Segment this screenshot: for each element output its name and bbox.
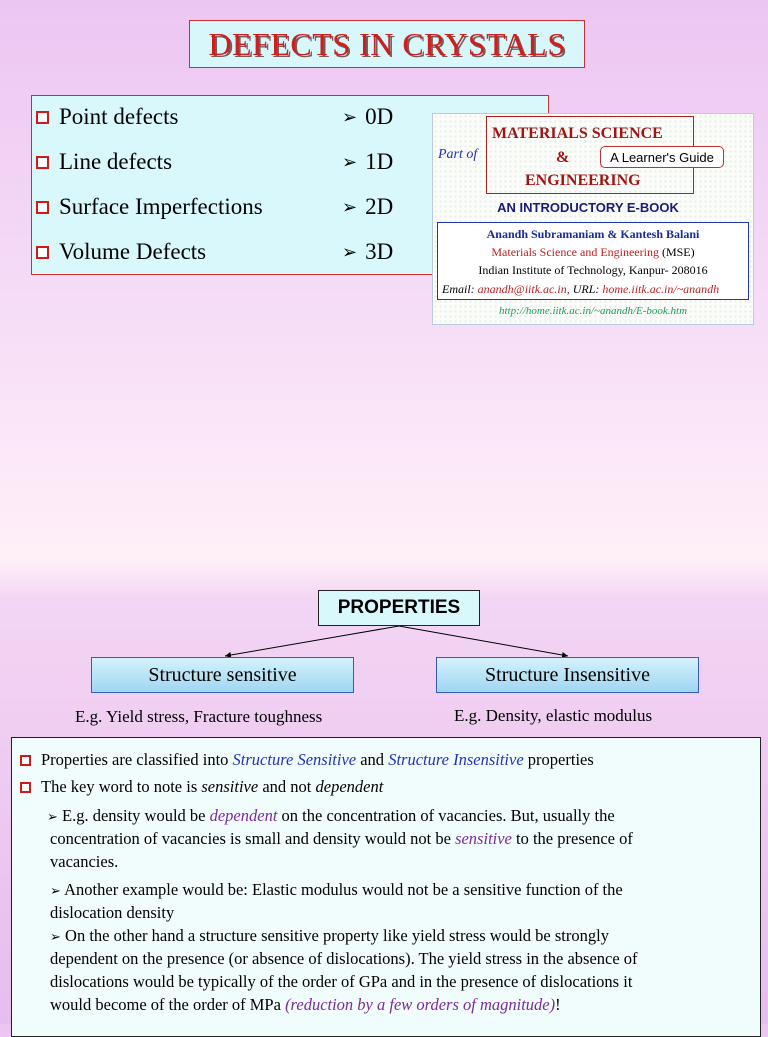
insensitive-example: E.g. Density, elastic modulus [454, 706, 653, 725]
ebook-institute: Indian Institute of Technology, Kanpur- 208016 [478, 263, 708, 277]
text-run: would become of the order of MPa [50, 995, 286, 1014]
arrow-right-icon: ➢ [342, 106, 358, 128]
text-run: sensitive [455, 829, 512, 848]
ebook-subtitle: AN INTRODUCTORY E-BOOK [497, 200, 679, 215]
subpoint-density [47, 804, 615, 829]
text-run: Structure Sensitive [232, 750, 357, 769]
bullet-keyword [20, 775, 383, 798]
ebook-title-line3: ENGINEERING [525, 172, 641, 189]
text-run: ! [555, 995, 561, 1014]
arrow-right-icon: ➢ [47, 810, 58, 825]
arrow-right-icon: ➢ [50, 884, 61, 899]
checkbox-bullet-icon [20, 755, 31, 766]
connector-right [399, 626, 568, 656]
department-abbr: (MSE) [661, 245, 695, 259]
text-run: sensitive [201, 777, 259, 796]
subpoint-elastic [50, 878, 623, 903]
defect-label: Point defects [59, 104, 179, 129]
subpoint-yield-line4 [50, 993, 561, 1016]
ebook-title-amp: & [556, 149, 570, 166]
subpoint-density-line2 [50, 827, 633, 850]
text-run: The key word to note is [41, 777, 202, 796]
subpoint-elastic-line2: dislocation density [50, 903, 175, 922]
subpoint-yield-line3: dislocations would be typically of the order of GPa and in the presence of dislocations it [50, 972, 633, 991]
sensitive-example: E.g. Yield stress, Fracture toughness [75, 707, 323, 726]
text-run: Properties are classified into [41, 750, 233, 769]
subpoint-density-line3: vacancies. [50, 852, 119, 871]
text-run: (reduction by a few orders of magnitude) [285, 995, 556, 1014]
text-run: properties [523, 750, 594, 769]
checkbox-bullet-icon [20, 782, 31, 793]
defect-label: Surface Imperfections [59, 194, 263, 219]
defect-label: Volume Defects [59, 239, 207, 264]
page-title: DEFECTS IN CRYSTALS [189, 20, 585, 68]
text-run: and not [258, 777, 316, 796]
homepage-link[interactable]: home.iitk.ac.in/~anandh [602, 282, 720, 296]
subpoint-yield [50, 924, 609, 949]
text-run: dependent [315, 777, 384, 796]
email-link[interactable]: anandh@iitk.ac.in, [477, 282, 570, 296]
defect-label: Line defects [59, 149, 173, 174]
structure-insensitive-box: Structure Insensitive [436, 657, 699, 693]
text-run: Another example would be: Elastic modulus would not be a sensitive function of the [64, 880, 623, 899]
ebook-authors: Anandh Subramaniam & Kantesh Balani [486, 227, 700, 241]
arrow-right-icon: ➢ [342, 196, 358, 218]
subpoint-yield-line2: dependent on the presence (or absence of dislocations). The yield stress in the absence of [50, 949, 638, 968]
text-run: On the other hand a structure sensitive property like yield stress would be strongly [65, 926, 609, 945]
learners-guide-badge: A Learner's Guide [600, 146, 724, 168]
dimension-value: 3D [365, 239, 394, 264]
dimension-value: 1D [365, 149, 394, 174]
properties-root-box: PROPERTIES [318, 590, 480, 626]
arrow-right-icon: ➢ [342, 151, 358, 173]
dimension-value: 2D [365, 194, 394, 219]
arrow-right-icon: ➢ [342, 241, 358, 263]
part-of-label: Part of [438, 147, 478, 162]
text-run: E.g. density would be [62, 806, 210, 825]
text-run: dependent [209, 806, 278, 825]
connector-left [225, 626, 399, 656]
email-label: Email: [442, 282, 475, 296]
text-run: concentration of vacancies is small and density would not be [50, 829, 456, 848]
text-run: Structure Insensitive [388, 750, 524, 769]
explanation-box [11, 737, 761, 1037]
text-run: to the presence of [511, 829, 633, 848]
url-label: URL: [572, 282, 600, 296]
text-run: and [356, 750, 389, 769]
structure-sensitive-box: Structure sensitive [91, 657, 354, 693]
department-name: Materials Science and Engineering [491, 245, 659, 259]
ebook-title-line1: MATERIALS SCIENCE [492, 125, 663, 142]
dimension-value: 0D [365, 104, 394, 129]
arrow-right-icon: ➢ [50, 930, 61, 945]
text-run: on the concentration of vacancies. But, usually the [277, 806, 615, 825]
ebook-url-link[interactable]: http://home.iitk.ac.in/~anandh/E-book.htm [498, 305, 688, 317]
bullet-classification [20, 748, 594, 771]
